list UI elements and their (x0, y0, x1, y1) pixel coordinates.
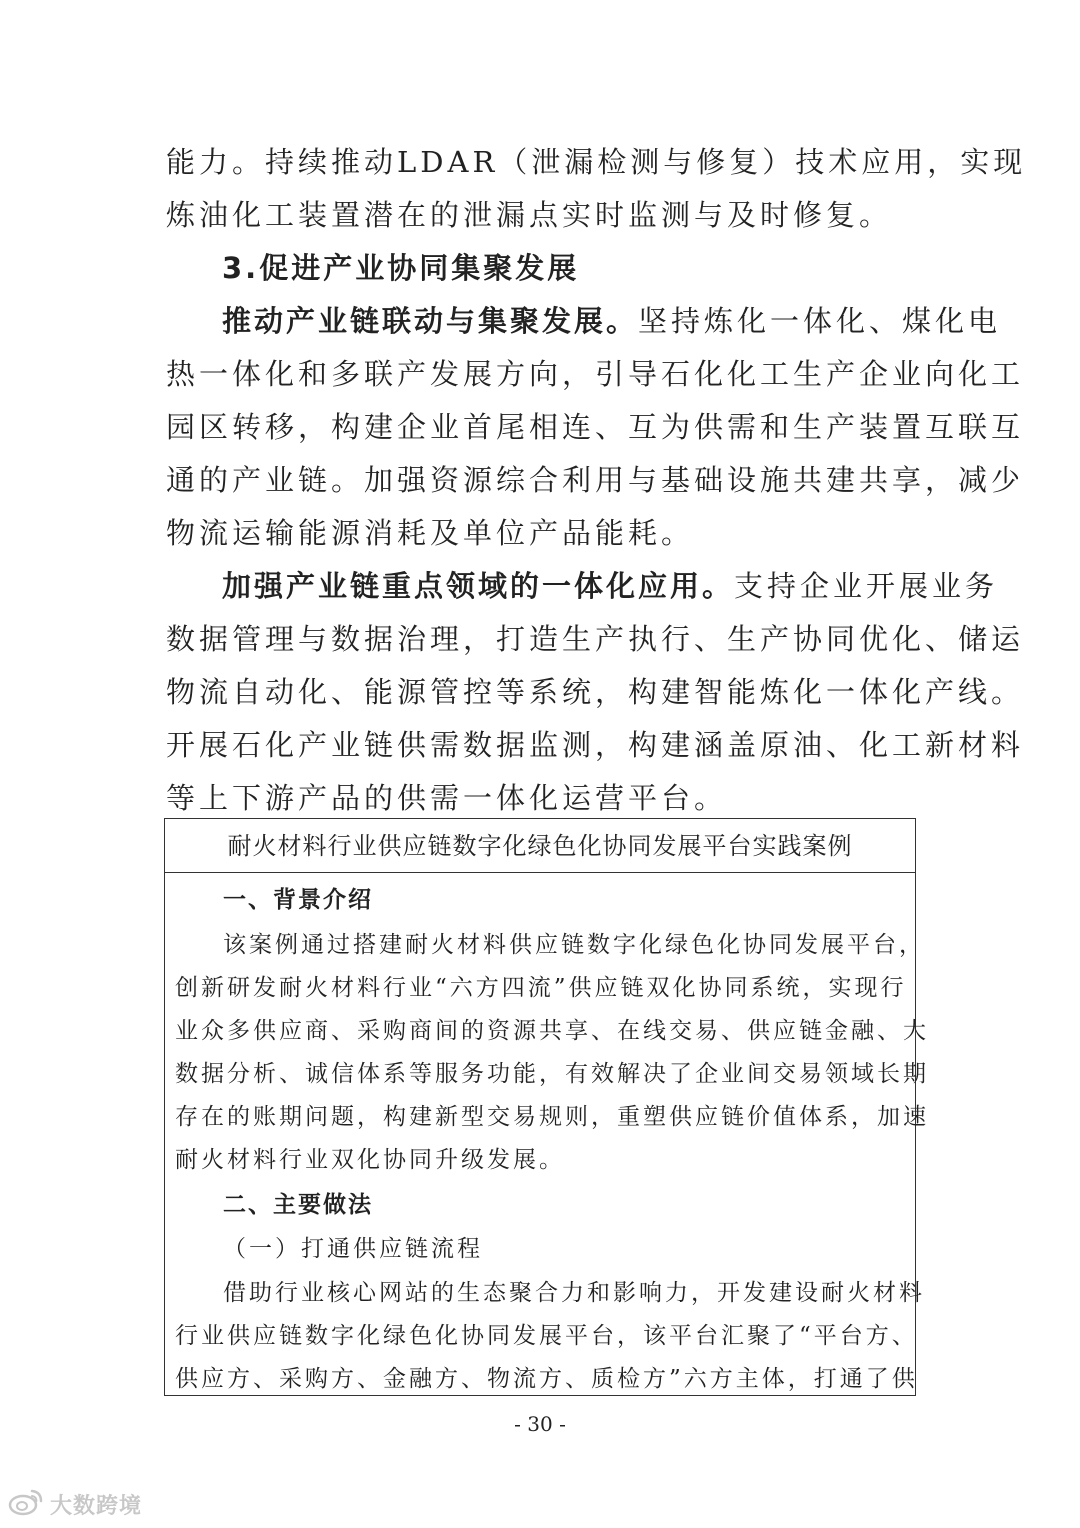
paragraph-line: 热一体化和多联产发展方向，引导石化化工生产企业向化工 (166, 357, 1025, 391)
paragraph-line: 物流运输能源消耗及单位产品能耗。 (166, 516, 695, 550)
case-study-box (164, 818, 929, 1396)
section-heading: 3.促进产业协同集聚发展 (222, 251, 580, 285)
weibo-logo-icon (8, 1488, 44, 1520)
paragraph-lead: 加强产业链重点领域的一体化应用。 (222, 569, 735, 603)
case-subheading: （一）打通供应链流程 (223, 1236, 483, 1262)
paragraph-text: 坚持炼化一体化、煤化电 (638, 304, 1002, 338)
paragraph-line: 数据管理与数据治理，打造生产执行、生产协同优化、储运 (166, 622, 1025, 656)
case-text-line: 数据分析、诚信体系等服务功能，有效解决了企业间交易领域长期 (175, 1061, 929, 1087)
case-study-title: 耐火材料行业供应链数字化绿色化协同发展平台实践案例 (165, 819, 915, 873)
paragraph-line: 开展石化产业链供需数据监测，构建涵盖原油、化工新材料 (166, 728, 1025, 762)
paragraph-line: 炼油化工装置潜在的泄漏点实时监测与及时修复。 (166, 198, 893, 232)
case-section-heading: 一、背景介绍 (223, 887, 373, 913)
case-text-line: 供应方、采购方、金融方、物流方、质检方”六方主体，打通了供 (175, 1366, 918, 1392)
paragraph-line: 等上下游产品的供需一体化运营平台。 (166, 781, 728, 815)
page-number: - 30 - (514, 1412, 566, 1436)
paragraph-line (222, 568, 998, 604)
paragraph-line: 物流自动化、能源管控等系统，构建智能炼化一体化产线。 (166, 675, 1025, 709)
watermark-text: 大数跨境 (50, 1493, 143, 1519)
case-text-line: 耐火材料行业双化协同升级发展。 (175, 1147, 565, 1173)
paragraph-line: 能力。持续推动LDAR（泄漏检测与修复）技术应用，实现 (166, 145, 1027, 179)
case-text-line: 业众多供应商、采购商间的资源共享、在线交易、供应链金融、大 (175, 1018, 929, 1044)
paragraph-text: 支持企业开展业务 (734, 569, 999, 603)
case-text-line: 创新研发耐火材料行业“六方四流”供应链双化协同系统，实现行 (175, 975, 907, 1001)
case-text-line: 行业供应链数字化绿色化协同发展平台，该平台汇聚了“平台方、 (175, 1323, 918, 1349)
case-text-line: 存在的账期问题，构建新型交易规则，重塑供应链价值体系，加速 (175, 1104, 929, 1130)
case-text-line: 借助行业核心网站的生态聚合力和影响力，开发建设耐火材料 (223, 1280, 925, 1306)
paragraph-line (222, 303, 1001, 339)
paragraph-line: 园区转移，构建企业首尾相连、互为供需和生产装置互联互 (166, 410, 1025, 444)
paragraph-line: 通的产业链。加强资源综合利用与基础设施共建共享，减少 (166, 463, 1025, 497)
watermark (8, 1488, 142, 1520)
case-text-line: 该案例通过搭建耐火材料供应链数字化绿色化协同发展平台， (223, 932, 925, 958)
paragraph-lead: 推动产业链联动与集聚发展。 (222, 304, 639, 338)
case-section-heading: 二、主要做法 (223, 1192, 373, 1218)
